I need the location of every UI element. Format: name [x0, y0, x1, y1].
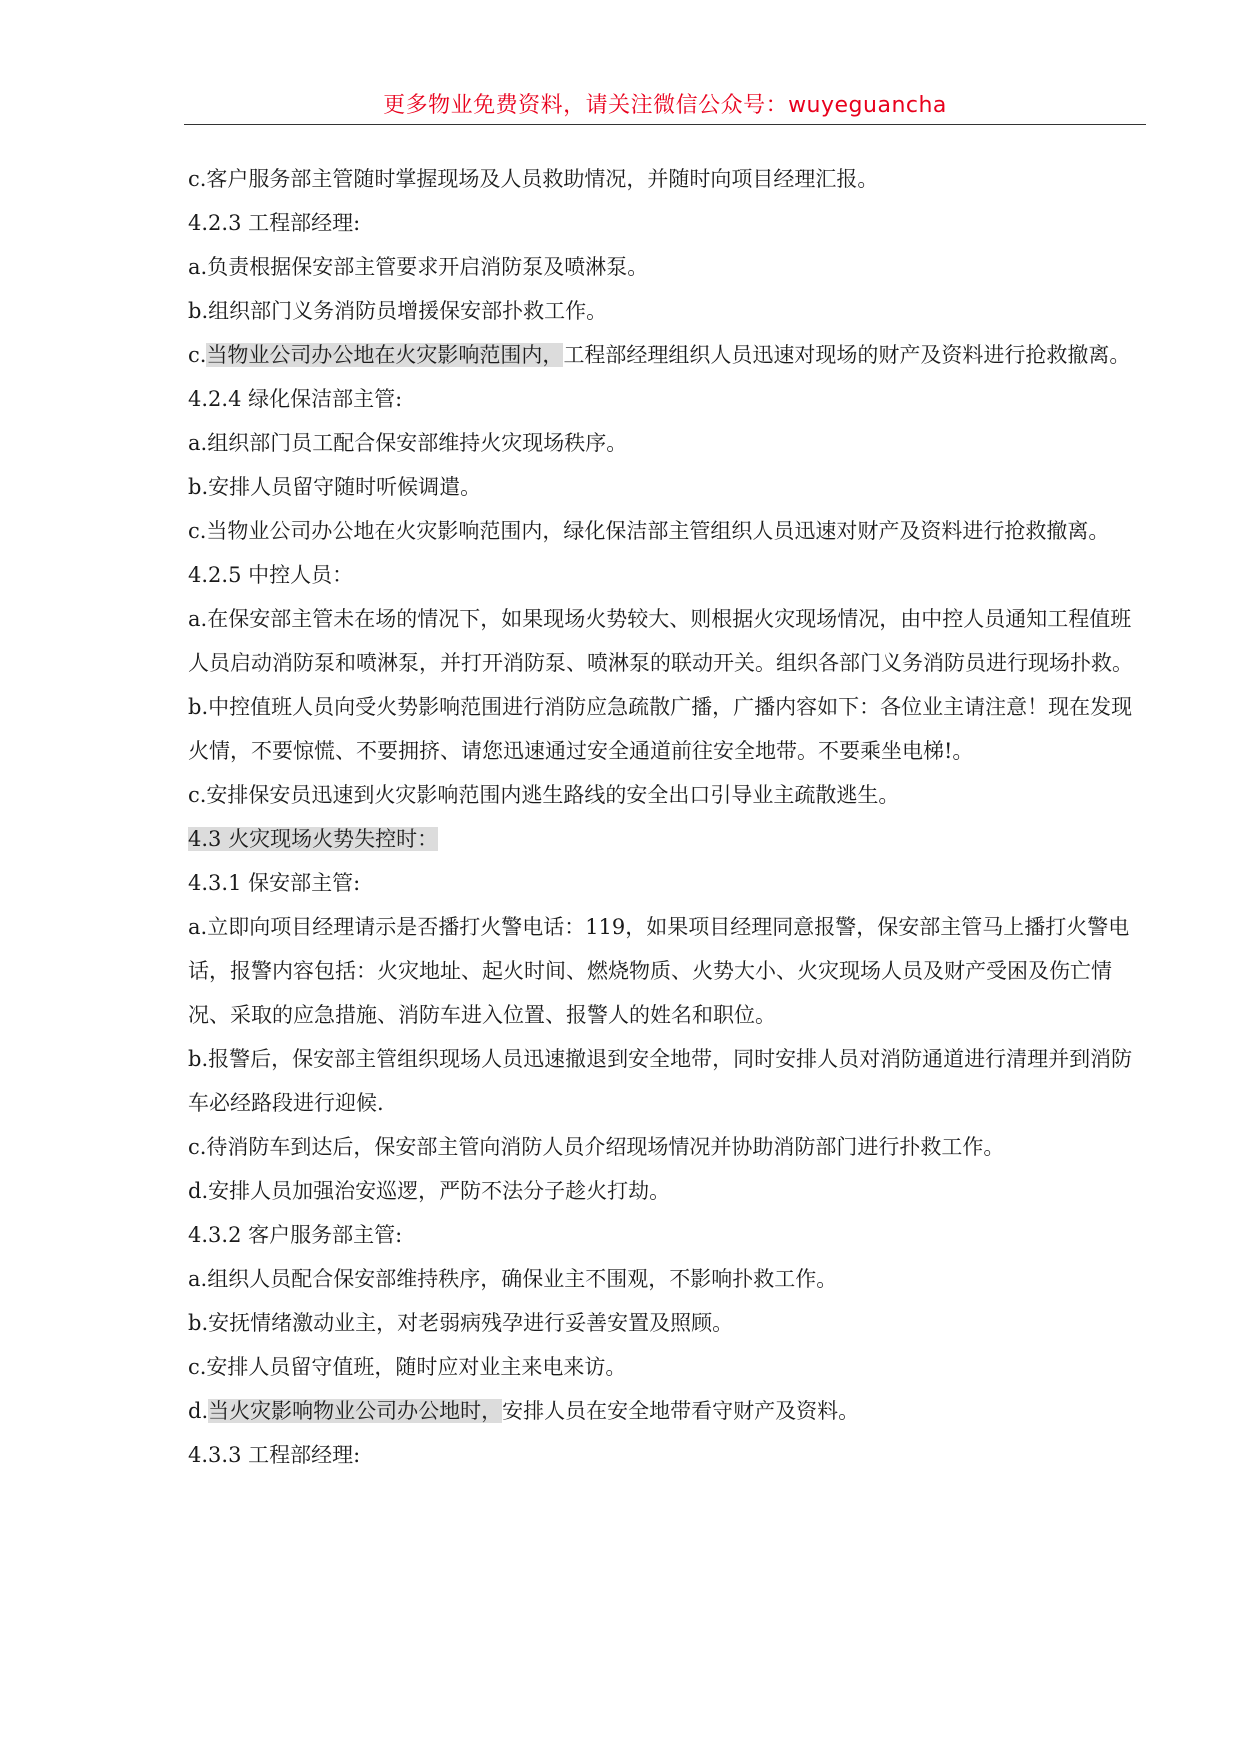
- paragraph: [188, 861, 1148, 905]
- paragraph-text: c.: [188, 343, 207, 367]
- paragraph-text: a.组织部门员工配合保安部维持火灾现场秩序。: [188, 431, 628, 455]
- paragraph-text: c.客户服务部主管随时掌握现场及人员救助情况，并随时向项目经理汇报。: [188, 167, 879, 191]
- paragraph: [188, 905, 1148, 1037]
- paragraph-text: d.安排人员加强治安巡逻，严防不法分子趁火打劫。: [188, 1179, 671, 1203]
- paragraph: [188, 1037, 1148, 1125]
- paragraph: [188, 1301, 1148, 1345]
- paragraph-text: c.待消防车到达后，保安部主管向消防人员介绍现场情况并协助消防部门进行扑救工作。: [188, 1135, 1005, 1159]
- paragraph: [188, 1433, 1148, 1477]
- paragraph: [188, 685, 1148, 773]
- paragraph: [188, 289, 1148, 333]
- highlighted-text: 当物业公司办公地在火灾影响范围内，: [206, 343, 564, 367]
- page-header: [184, 86, 1146, 125]
- header-promo-text: 更多物业免费资料，请关注微信公众号：wuyeguancha: [383, 93, 947, 118]
- paragraph: [188, 1213, 1148, 1257]
- highlighted-text: 4.3 火灾现场火势失控时：: [188, 827, 439, 851]
- paragraph: [188, 201, 1148, 245]
- paragraph-text: c.当物业公司办公地在火灾影响范围内，绿化保洁部主管组织人员迅速对财产及资料进行抢救撤离。: [188, 519, 1110, 543]
- paragraph-text: c.安排人员留守值班，随时应对业主来电来访。: [188, 1355, 627, 1379]
- paragraph-text: b.安排人员留守随时听候调遣。: [188, 475, 482, 499]
- paragraph: [188, 553, 1148, 597]
- paragraph-text: b.中控值班人员向受火势影响范围进行消防应急疏散广播，广播内容如下：各位业主请注意！现在发现火情，不要惊慌、不要拥挤、请您迅速通过安全通道前往安全地带。不要乘坐电梯!。: [188, 695, 1133, 763]
- paragraph: [188, 1169, 1148, 1213]
- paragraph: [188, 509, 1148, 553]
- paragraph: [188, 1389, 1148, 1433]
- paragraph: [188, 817, 1148, 861]
- paragraph-text: 4.3.2 客户服务部主管:: [188, 1223, 403, 1247]
- paragraph-text: b.组织部门义务消防员增援保安部扑救工作。: [188, 299, 608, 323]
- paragraph-text: b.安抚情绪激动业主，对老弱病残孕进行妥善安置及照顾。: [188, 1311, 734, 1335]
- paragraph-text: 4.2.5 中控人员：: [188, 563, 354, 587]
- paragraph-text: a.在保安部主管未在场的情况下，如果现场火势较大、则根据火灾现场情况，由中控人员通知工程值班人员启动消防泵和喷淋泵，并打开消防泵、喷淋泵的联动开关。组织各部门义务消防员进行现场扑救。: [188, 607, 1133, 675]
- paragraph: [188, 245, 1148, 289]
- paragraph: [188, 1257, 1148, 1301]
- paragraph-text: d.: [188, 1399, 209, 1423]
- paragraph: [188, 377, 1148, 421]
- paragraph: [188, 1125, 1148, 1169]
- paragraph-text: b.报警后，保安部主管组织现场人员迅速撤退到安全地带，同时安排人员对消防通道进行清理并到消防车必经路段进行迎候.: [188, 1047, 1133, 1115]
- paragraph-text: c.安排保安员迅速到火灾影响范围内逃生路线的安全出口引导业主疏散逃生。: [188, 783, 900, 807]
- paragraph: [188, 1345, 1148, 1389]
- paragraph-text: 4.2.3 工程部经理:: [188, 211, 361, 235]
- paragraph: [188, 333, 1148, 377]
- paragraph: [188, 421, 1148, 465]
- paragraph-text: a.负责根据保安部主管要求开启消防泵及喷淋泵。: [188, 255, 649, 279]
- paragraph: [188, 773, 1148, 817]
- highlighted-text: 当火灾影响物业公司办公地时，: [208, 1399, 503, 1423]
- paragraph-text: a.组织人员配合保安部维持秩序，确保业主不围观，不影响扑救工作。: [188, 1267, 838, 1291]
- document-body: [188, 157, 1148, 1477]
- paragraph-text-continued: 安排人员在安全地带看守财产及资料。: [502, 1399, 860, 1423]
- paragraph-text: 4.3.1 保安部主管:: [188, 871, 361, 895]
- paragraph: [188, 597, 1148, 685]
- paragraph: [188, 157, 1148, 201]
- paragraph-text: a.立即向项目经理请示是否播打火警电话：119，如果项目经理同意报警，保安部主管马上播打火警电话，报警内容包括：火灾地址、起火时间、燃烧物质、火势大小、火灾现场人员及财产受困及伤亡情况、采取的应急措施、消防车进入位置、报警人的姓名和职位。: [188, 915, 1130, 1027]
- paragraph-text: 4.3.3 工程部经理:: [188, 1443, 361, 1467]
- paragraph-text-continued: 工程部经理组织人员迅速对现场的财产及资料进行抢救撤离。: [563, 343, 1131, 367]
- paragraph-text: 4.2.4 绿化保洁部主管:: [188, 387, 403, 411]
- paragraph: [188, 465, 1148, 509]
